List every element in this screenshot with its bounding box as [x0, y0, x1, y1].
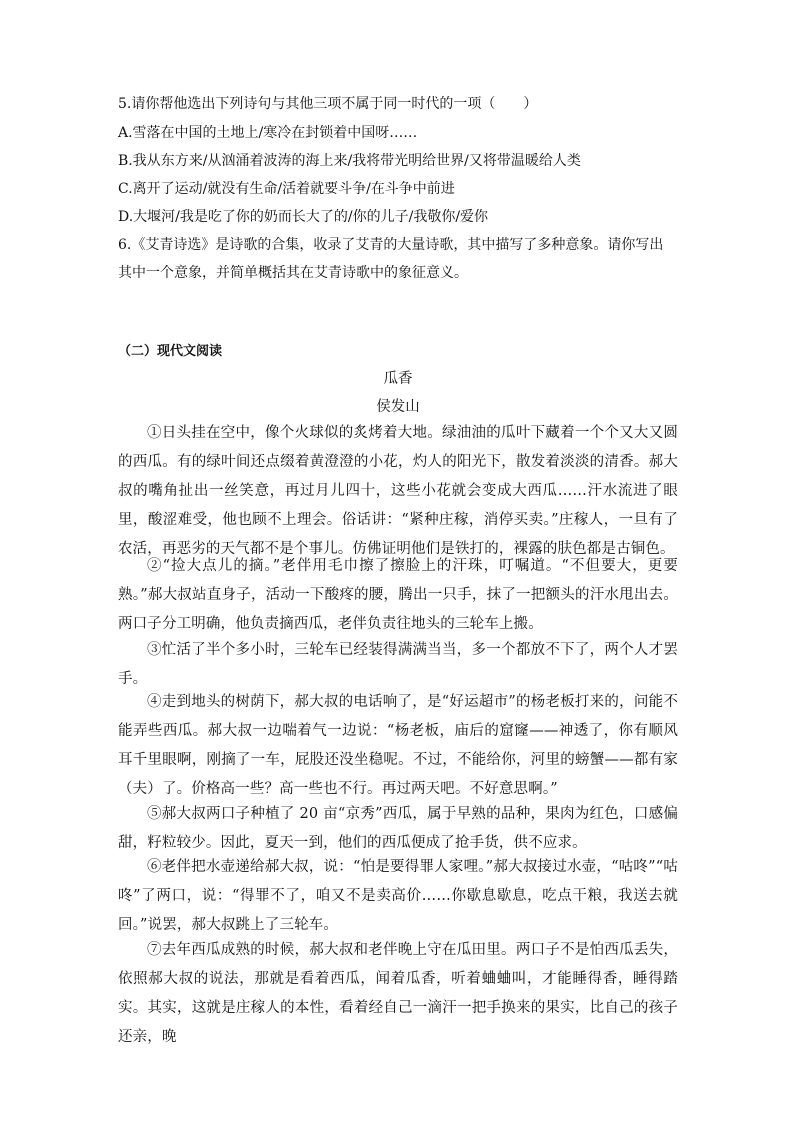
paragraph-1: ①日头挂在空中，像个火球似的炙烤着大地。绿油油的瓜叶下藏着一个个又大又圆的西瓜。有的绿叶间还点缀着黄澄澄的小花，灼人的阳光下，散发着淡淡的清香。郝大叔的嘴角扯出一丝笑意，再过月儿四十，这些小花就会变成大西瓜……汗水流进了眼里，酸涩难受，他也顾不上理会。俗话讲：“紧种庄稼，消停买卖。”庄稼人，一旦有了农活，再恶劣的天气都不是个事儿。仿佛证明他们是铁打的，裸露的肤色都是古铜色。	[118, 425, 678, 557]
option-b: B.我从东方来/从汹涌着波涛的海上来/我将带光明给世界/又将带温暖给人类	[118, 153, 581, 169]
paragraph-6: ⑥老伴把水壶递给郝大叔，说：“怕是要得罪人家哩。”郝大叔接过水壶，“咕咚”“咕咚”了两口，说：“得罪不了，咱又不是卖高价……你歇息歇息，吃点干粮，我送去就回。”说罢，郝大叔跳上了三轮车。	[118, 859, 678, 933]
paragraph-3: ③忙活了半个多小时，三轮车已经装得满满当当，多一个都放不下了，两个人才罢手。	[118, 642, 678, 687]
question-6-line-1: 6.《艾青诗选》是诗歌的合集，收录了艾青的大量诗歌，其中描写了多种意象。请你写出	[118, 237, 664, 253]
option-c: C.离开了运动/就没有生命/活着就要斗争/在斗争中前进	[118, 181, 455, 197]
option-a: A.雪落在中国的土地上/寒冷在封锁着中国呀……	[118, 125, 418, 141]
question-5: 5.请你帮他选出下列诗句与其他三项不属于同一时代的一项（ ）	[118, 96, 538, 112]
article-author: 侯发山	[376, 399, 420, 415]
option-d: D.大堰河/我是吃了你的奶而长大了的/你的儿子/我敬你/爱你	[118, 209, 489, 225]
question-6-line-2: 其中一个意象，并简单概括其在艾青诗歌中的象征意义。	[118, 265, 468, 281]
paragraph-2: ②“捡大点儿的摘。”老伴用毛巾擦了擦脸上的汗珠，叮嘱道。“不但要大，更要熟。”郝大叔站直身子，活动一下酸疼的腰，腾出一只手，抹了一把额头的汗水甩出去。两口子分工明确，他负责摘西瓜，老伴负责往地头的三轮车上搬。	[118, 558, 678, 632]
article-title: 瓜香	[383, 371, 413, 387]
paragraph-7: ⑦去年西瓜成熟的时候，郝大叔和老伴晚上守在瓜田里。两口子不是怕西瓜丢失，依照郝大叔的说法，那就是看着西瓜，闻着瓜香，听着蛐蛐叫，才能睡得香，睡得踏实。其实，这就是庄稼人的本性，看着经自己一滴汗一把手换来的果实，比自己的孩子还亲，晚	[118, 942, 678, 1045]
paragraph-5: ⑤郝大叔两口子种植了 20 亩“京秀”西瓜，属于早熟的品种，果肉为红色，口感偏甜，籽粒较少。因此，夏天一到，他们的西瓜便成了抢手货，供不应求。	[118, 806, 678, 851]
paragraph-4: ④走到地头的树荫下，郝大叔的电话响了，是“好运超市”的杨老板打来的，问能不能弄些西瓜。郝大叔一边喘着气一边说：“杨老板，庙后的窟窿——神透了，你有顺风耳千里眼啊，刚摘了一车，屁股还没坐稳呢。不过，不能给你，河里的螃蟹——都有家（夫）了。价格高一些？高一些也不行。再过两天吧。不好意思啊。”	[118, 694, 678, 797]
section-title: （二）现代文阅读	[118, 344, 223, 359]
